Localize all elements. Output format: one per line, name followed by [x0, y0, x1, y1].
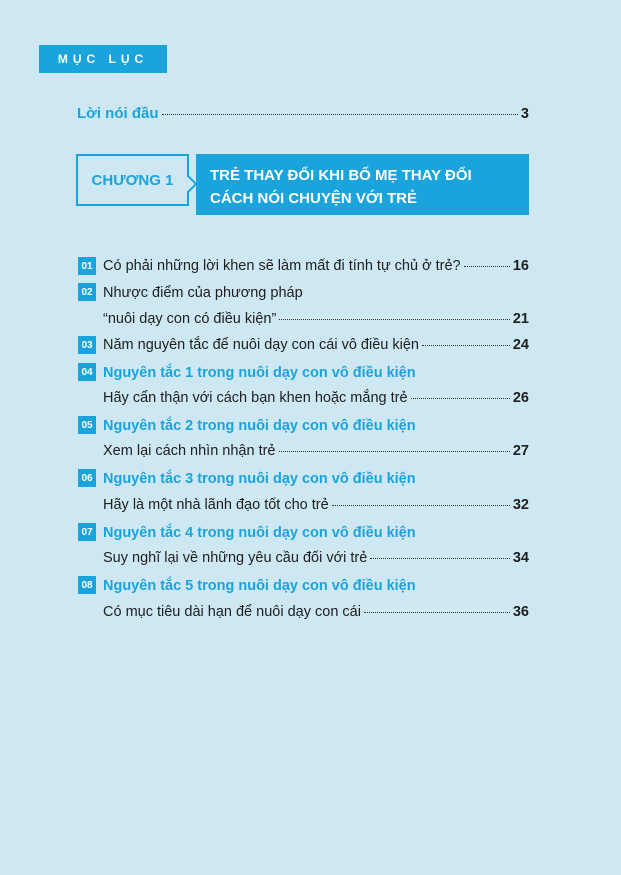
entry-number: 03: [78, 336, 96, 354]
chapter-title-line1: TRẺ THAY ĐỔI KHI BỐ MẸ THAY ĐỔI: [210, 167, 472, 184]
toc-entry-07[interactable]: [103, 551, 529, 566]
entry-number: 08: [78, 576, 96, 594]
entry-page: 27: [512, 443, 529, 459]
preface-label: Lời nói đầu: [77, 105, 159, 122]
entry-page: 21: [512, 311, 529, 327]
chapter-title-line2: CÁCH NÓI CHUYỆN VỚI TRẺ: [210, 190, 417, 207]
entry-text: Năm nguyên tắc để nuôi dạy con cái vô điều kiện: [103, 337, 419, 353]
toc-entry-02[interactable]: [103, 312, 529, 327]
chapter-label: CHƯƠNG 1: [76, 154, 189, 206]
entry-heading: Nguyên tắc 1 trong nuôi dạy con vô điều kiện: [103, 365, 416, 381]
entry-number: 04: [78, 363, 96, 381]
leader-dots: [279, 451, 510, 452]
entry-text: “nuôi dạy con có điều kiện”: [103, 311, 277, 327]
preface-page: 3: [520, 106, 529, 122]
entry-heading: Nguyên tắc 2 trong nuôi dạy con vô điều kiện: [103, 418, 416, 434]
entry-page: 32: [512, 497, 529, 513]
leader-dots: [332, 505, 510, 506]
entry-text: Hãy cẩn thận với cách bạn khen hoặc mắng trẻ: [103, 390, 408, 406]
entry-page: 34: [512, 550, 529, 566]
entry-page: 24: [512, 337, 529, 353]
leader-dots: [162, 114, 518, 115]
leader-dots: [464, 266, 510, 267]
toc-entry-04[interactable]: [103, 391, 529, 406]
chapter-title: [196, 154, 529, 215]
leader-dots: [411, 398, 510, 399]
entry-number: 02: [78, 283, 96, 301]
entry-text: Hãy là một nhà lãnh đạo tốt cho trẻ: [103, 497, 329, 513]
toc-entry-05[interactable]: [103, 444, 529, 459]
toc-entry-03[interactable]: [103, 338, 529, 353]
section-tag: MỤC LỤC: [39, 45, 167, 73]
entry-text: Xem lại cách nhìn nhận trẻ: [103, 443, 276, 459]
entry-number: 05: [78, 416, 96, 434]
entry-heading: Nguyên tắc 3 trong nuôi dạy con vô điều kiện: [103, 471, 416, 487]
entry-text-line1: Nhược điểm của phương pháp: [103, 285, 303, 301]
leader-dots: [279, 319, 510, 320]
toc-preface[interactable]: [77, 106, 529, 122]
entry-heading: Nguyên tắc 4 trong nuôi dạy con vô điều kiện: [103, 525, 416, 541]
leader-dots: [364, 612, 510, 613]
toc-entry-06[interactable]: [103, 498, 529, 513]
entry-text: Suy nghĩ lại về những yêu cầu đối với trẻ: [103, 550, 368, 566]
toc-entry-08[interactable]: [103, 605, 529, 620]
toc-entry-01[interactable]: [103, 259, 529, 274]
entry-number: 07: [78, 523, 96, 541]
entry-text: Có mục tiêu dài hạn để nuôi dạy con cái: [103, 604, 361, 620]
entry-number: 01: [78, 257, 96, 275]
leader-dots: [422, 345, 510, 346]
leader-dots: [370, 558, 510, 559]
entry-number: 06: [78, 469, 96, 487]
entry-page: 26: [512, 390, 529, 406]
entry-page: 16: [512, 258, 529, 274]
entry-page: 36: [512, 604, 529, 620]
entry-text: Có phải những lời khen sẽ làm mất đi tính tự chủ ở trẻ?: [103, 258, 461, 274]
entry-heading: Nguyên tắc 5 trong nuôi dạy con vô điều kiện: [103, 578, 416, 594]
